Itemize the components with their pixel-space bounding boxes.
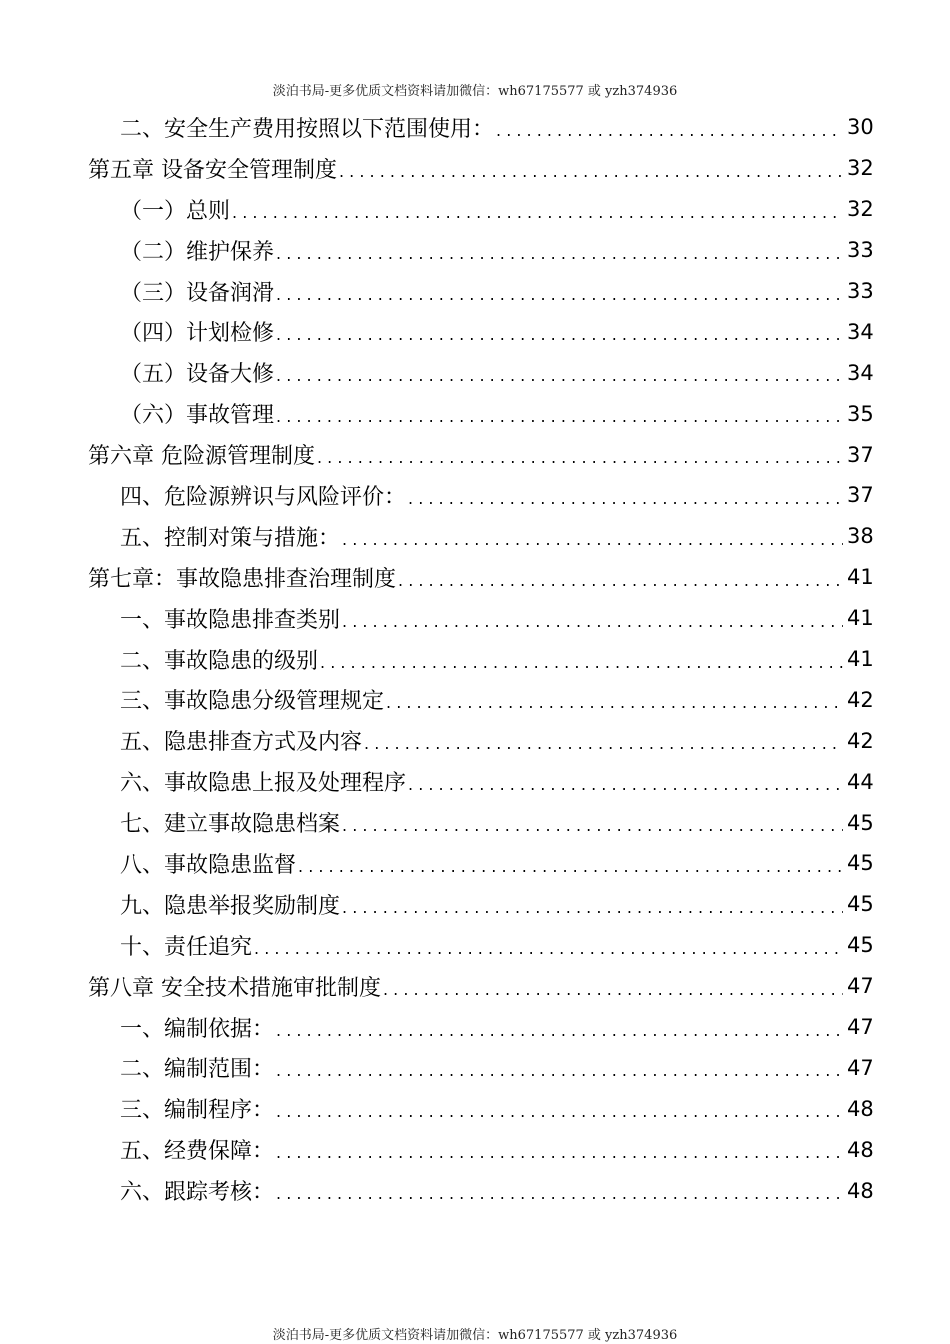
toc-entry[interactable] <box>0 557 950 598</box>
toc-entry-title: 二、安全生产费用按照以下范围使用： <box>120 116 495 142</box>
toc-entry[interactable] <box>0 1088 950 1129</box>
toc-dot-leader <box>320 647 843 672</box>
toc-entry-page-number: 41 <box>847 647 874 672</box>
toc-entry-title: 二、事故隐患的级别 <box>120 648 319 674</box>
toc-entry[interactable] <box>0 1047 950 1088</box>
toc-entry-title: 八、事故隐患监督 <box>120 852 297 878</box>
toc-entry[interactable] <box>0 720 950 761</box>
toc-dot-leader <box>342 892 843 917</box>
toc-entry-title: （一）总则 <box>120 198 231 224</box>
toc-entry-title: （六）事故管理 <box>120 403 275 429</box>
toc-entry-title: 六、事故隐患上报及处理程序 <box>120 771 407 797</box>
toc-entry[interactable] <box>0 271 950 312</box>
toc-dot-leader <box>254 933 843 958</box>
toc-dot-leader <box>364 728 843 753</box>
toc-entry-page-number: 44 <box>847 769 874 794</box>
toc-entry-page-number: 37 <box>847 483 874 508</box>
toc-entry-page-number: 48 <box>847 1178 874 1203</box>
footer-watermark-note: 淡泊书局-更多优质文档资料请加微信：wh67175577 或 yzh374936 <box>272 1328 678 1343</box>
header-watermark-note: 淡泊书局-更多优质文档资料请加微信：wh67175577 或 yzh374936 <box>272 84 678 99</box>
toc-entry[interactable] <box>0 802 950 843</box>
toc-entry[interactable] <box>0 230 950 271</box>
toc-entry-page-number: 47 <box>847 974 874 999</box>
toc-entry-page-number: 48 <box>847 1096 874 1121</box>
toc-dot-leader <box>276 1178 843 1203</box>
toc-entry[interactable] <box>0 761 950 802</box>
toc-entry[interactable] <box>0 393 950 434</box>
toc-entry-page-number: 47 <box>847 1015 874 1040</box>
toc-entry-title: 四、危险源辨识与风险评价： <box>120 484 407 510</box>
toc-dot-leader <box>408 769 843 794</box>
toc-entry-page-number: 41 <box>847 565 874 590</box>
toc-entry-title: 第七章：事故隐患排查治理制度 <box>88 566 397 592</box>
toc-dot-leader <box>496 115 843 140</box>
toc-entry-title: 五、控制对策与措施： <box>120 525 341 551</box>
toc-entry[interactable] <box>0 311 950 352</box>
toc-dot-leader <box>232 197 843 222</box>
toc-entry-page-number: 41 <box>847 606 874 631</box>
toc-entry-page-number: 42 <box>847 687 874 712</box>
toc-entry[interactable] <box>0 516 950 557</box>
toc-entry-title: （五）设备大修 <box>120 362 275 388</box>
toc-entry-page-number: 33 <box>847 279 874 303</box>
toc-entry[interactable] <box>0 1007 950 1048</box>
toc-dot-leader <box>276 279 843 304</box>
toc-dot-leader <box>276 1137 843 1162</box>
toc-entry-title: （三）设备润滑 <box>120 280 275 306</box>
toc-entry-title: 十、责任追究 <box>120 934 253 960</box>
toc-entry[interactable] <box>0 843 950 884</box>
toc-entry-page-number: 45 <box>847 933 874 958</box>
toc-entry[interactable] <box>0 148 950 189</box>
toc-entry[interactable] <box>0 475 950 516</box>
toc-entry-title: 七、建立事故隐患档案 <box>120 812 341 838</box>
toc-entry-page-number: 33 <box>847 238 874 263</box>
toc-dot-leader <box>276 360 843 385</box>
toc-entry-title: 二、编制范围： <box>120 1057 275 1083</box>
toc-entry[interactable] <box>0 352 950 393</box>
toc-entry-title: 一、编制依据： <box>120 1016 275 1042</box>
toc-entry-page-number: 30 <box>847 115 874 140</box>
toc-dot-leader <box>398 565 843 590</box>
toc-entry-page-number: 38 <box>847 524 874 549</box>
toc-entry-page-number: 45 <box>847 851 874 876</box>
toc-dot-leader <box>317 442 843 467</box>
toc-entry-page-number: 32 <box>847 156 874 181</box>
toc-entry[interactable] <box>0 1170 950 1211</box>
toc-entry-title: （四）计划检修 <box>120 321 275 347</box>
toc-dot-leader <box>342 524 843 549</box>
toc-entry[interactable] <box>0 434 950 475</box>
table-of-contents <box>0 107 950 1211</box>
toc-entry[interactable] <box>0 1129 950 1170</box>
toc-entry-page-number: 47 <box>847 1055 874 1080</box>
toc-dot-leader <box>276 319 843 344</box>
toc-entry-page-number: 42 <box>847 728 874 753</box>
toc-entry[interactable] <box>0 639 950 680</box>
toc-entry-title: 第八章 安全技术措施审批制度 <box>88 975 381 1001</box>
toc-dot-leader <box>342 606 843 631</box>
toc-dot-leader <box>276 1096 843 1121</box>
toc-dot-leader <box>383 974 843 999</box>
toc-entry-title: 第五章 设备安全管理制度 <box>88 157 337 183</box>
toc-dot-leader <box>276 1015 843 1040</box>
toc-entry-page-number: 37 <box>847 442 874 467</box>
toc-entry[interactable] <box>0 598 950 639</box>
toc-dot-leader <box>276 238 843 263</box>
toc-entry-page-number: 34 <box>847 360 874 385</box>
toc-dot-leader <box>298 851 843 876</box>
toc-entry-title: 九、隐患举报奖励制度 <box>120 893 341 919</box>
toc-entry[interactable] <box>0 966 950 1007</box>
toc-entry[interactable] <box>0 189 950 230</box>
toc-dot-leader <box>408 483 843 508</box>
toc-entry-page-number: 32 <box>847 197 874 222</box>
toc-dot-leader <box>339 156 843 181</box>
toc-entry-title: （二）维护保养 <box>120 239 275 265</box>
toc-entry-page-number: 34 <box>847 319 874 344</box>
toc-entry-title: 六、跟踪考核： <box>120 1180 275 1206</box>
toc-entry-page-number: 45 <box>847 810 874 835</box>
toc-entry-page-number: 45 <box>847 892 874 917</box>
toc-entry-page-number: 48 <box>847 1137 874 1162</box>
toc-entry[interactable] <box>0 107 950 148</box>
toc-entry[interactable] <box>0 925 950 966</box>
toc-dot-leader <box>276 401 843 426</box>
toc-entry[interactable] <box>0 679 950 720</box>
toc-dot-leader <box>386 687 843 712</box>
toc-entry-title: 三、事故隐患分级管理规定 <box>120 689 385 715</box>
toc-entry-title: 五、隐患排查方式及内容 <box>120 730 363 756</box>
toc-entry[interactable] <box>0 884 950 925</box>
toc-entry-title: 五、经费保障： <box>120 1139 275 1165</box>
toc-entry-title: 三、编制程序： <box>120 1098 275 1124</box>
toc-dot-leader <box>342 810 843 835</box>
toc-entry-title: 第六章 危险源管理制度 <box>88 444 315 470</box>
toc-entry-title: 一、事故隐患排查类别 <box>120 607 341 633</box>
toc-entry-page-number: 35 <box>847 401 874 426</box>
toc-dot-leader <box>276 1055 843 1080</box>
